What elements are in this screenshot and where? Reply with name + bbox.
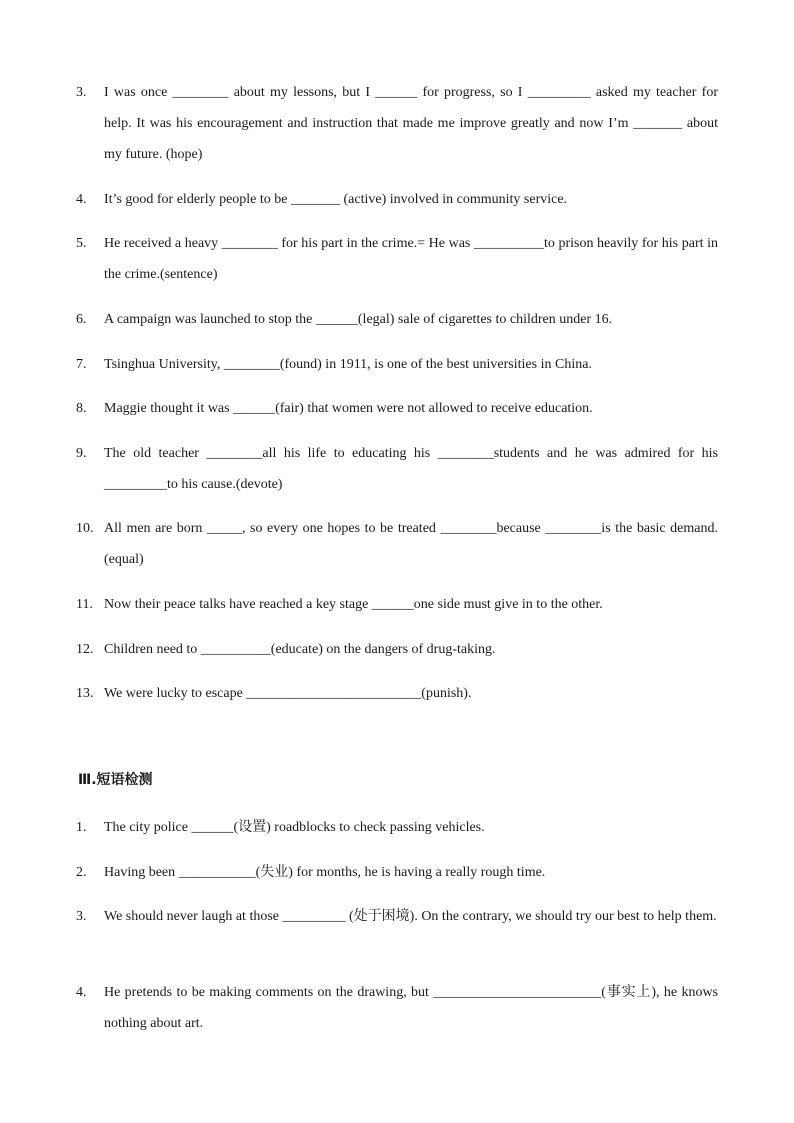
exercise-item-8 [76,393,718,424]
item-number: 4. [76,985,87,1000]
exercise-item-11 [76,589,718,620]
item-text: I was once ________ about my lessons, but I ______ for progress, so I _________ asked my teacher for help. It was his encouragement and instruction that made me improve greatly and now I’m _______ about my future. (hope) [104,85,718,162]
item-number: 7. [76,357,87,372]
item-number: 3. [76,909,87,924]
phrase-item-4 [76,977,718,1039]
item-text: He received a heavy ________ for his part in the crime.= He was __________to prison heavily for his part in the crime.(sentence) [104,236,718,282]
item-text: The city police ______(设置) roadblocks to check passing vehicles. [104,820,485,835]
item-number: 1. [76,820,87,835]
item-number: 3. [76,85,87,100]
exercise-item-5 [76,228,718,290]
item-text: A campaign was launched to stop the ______(legal) sale of cigarettes to children under 16. [104,312,613,327]
exercise-item-7 [76,349,718,380]
item-number: 10. [76,521,94,536]
item-text: Maggie thought it was ______(fair) that women were not allowed to receive education. [104,401,593,416]
item-number: 6. [76,312,87,327]
item-number: 12. [76,642,94,657]
item-text: He pretends to be making comments on the drawing, but ________________________(事实上), he knows nothing about art. [104,985,718,1031]
section-heading: Ⅲ.短语检测 [78,772,153,788]
phrase-item-3 [76,901,718,932]
phrase-item-2 [76,857,718,888]
item-text: Now their peace talks have reached a key stage ______one side must give in to the other. [104,597,603,612]
exercise-item-9 [76,438,718,500]
item-text: We were lucky to escape _________________________(punish). [104,686,472,701]
item-number: 8. [76,401,87,416]
item-number: 5. [76,236,87,251]
item-number: 13. [76,686,94,701]
exercise-item-13 [76,678,718,709]
item-text: Having been ___________(失业) for months, he is having a really rough time. [104,865,546,880]
item-text: All men are born _____, so every one hopes to be treated ________because ________is the basic demand.(equal) [104,521,718,567]
item-text: Tsinghua University, ________(found) in 1911, is one of the best universities in China. [104,357,592,372]
phrase-item-1 [76,812,718,843]
exercise-item-3 [76,77,718,170]
exercise-item-12 [76,634,718,665]
item-text: Children need to __________(educate) on the dangers of drug-taking. [104,642,496,657]
item-text: The old teacher ________all his life to educating his ________students and he was admired for his _________to his cause.(devote) [104,446,718,492]
item-number: 9. [76,446,87,461]
item-number: 4. [76,192,87,207]
item-text: It’s good for elderly people to be _______ (active) involved in community service. [104,192,568,207]
item-text: We should never laugh at those _________ (处于困境). On the contrary, we should try our best to help them. [104,909,717,924]
item-number: 11. [76,597,93,612]
item-number: 2. [76,865,87,880]
exercise-item-4 [76,184,718,215]
exercise-item-10 [76,513,718,575]
exercise-item-6 [76,304,718,335]
